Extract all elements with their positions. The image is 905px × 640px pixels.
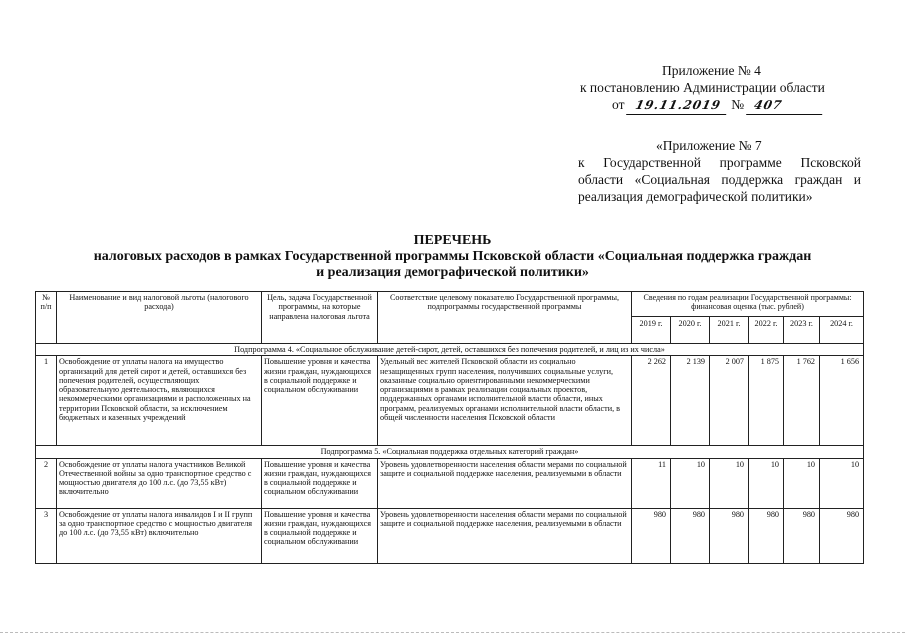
row-num: 3	[36, 508, 57, 563]
subprogram-5-row: Подпрограмма 5. «Социальная поддержка отдельных категорий граждан»	[36, 446, 864, 458]
row-value: 10	[710, 458, 749, 508]
appendix-4-decree: к постановлению Администрации области	[580, 80, 825, 95]
header-year: 2022 г.	[749, 317, 784, 344]
number-sign: №	[731, 97, 745, 112]
row-value: 1 656	[820, 356, 864, 446]
appendix-4-title: Приложение № 4	[662, 63, 761, 78]
appendix-4-date-line	[580, 96, 865, 115]
header-indicator: Соответствие целевому показателю Государственной программы, подпрограммы государственной программы	[378, 292, 632, 344]
header-year: 2019 г.	[632, 317, 671, 344]
handwritten-date: 19.11.2019	[626, 97, 730, 115]
tax-expenditure-table	[35, 291, 864, 564]
row-value: 980	[632, 508, 671, 563]
row-num: 2	[36, 458, 57, 508]
row-name: Освобождение от уплаты налога инвалидов I и II групп за одно транспортное средство с мощностью двигателя до 100 л.с. (до 73,55 кВт) включительно	[57, 508, 262, 563]
appendix-7-title: «Приложение № 7	[656, 138, 762, 153]
row-indicator: Уровень удовлетворенности населения области мерами по социальной защите и социальной поддержке населения, реализуемыми в области	[378, 508, 632, 563]
row-value: 10	[671, 458, 710, 508]
header-year: 2024 г.	[820, 317, 864, 344]
header-name: Наименование и вид налоговой льготы (налогового расхода)	[57, 292, 262, 344]
row-value: 980	[671, 508, 710, 563]
row-indicator: Удельный вес жителей Псковской области из социально незащищенных групп населения, получивших социальные услуги, оказанные социально ориентированными некоммерческими организациями в рамках реализации социальных проектов, поддержанных органами исполнительной власти области, иных программ, реализуемых органами исполнительной власти области, в общей численности населения Псковской области	[378, 356, 632, 446]
header-year: 2021 г.	[710, 317, 749, 344]
row-value: 2 007	[710, 356, 749, 446]
row-goal: Повышение уровня и качества жизни граждан, нуждающихся в социальной поддержке и социальном обслуживании	[262, 458, 378, 508]
row-goal: Повышение уровня и качества жизни граждан, нуждающихся в социальной поддержке и социальном обслуживании	[262, 356, 378, 446]
from-label: от	[612, 97, 625, 112]
row-indicator: Уровень удовлетворенности населения области мерами по социальной защите и социальной поддержке населения, реализуемыми в области	[378, 458, 632, 508]
header-goal: Цель, задача Государственной программы, на которые направлена налоговая льгота	[262, 292, 378, 344]
row-value: 1 762	[784, 356, 820, 446]
row-value: 10	[820, 458, 864, 508]
title-heading: ПЕРЕЧЕНЬ	[413, 233, 492, 248]
row-value: 980	[784, 508, 820, 563]
row-value: 2 139	[671, 356, 710, 446]
table-row	[36, 508, 864, 563]
row-num: 1	[36, 356, 57, 446]
document-title	[40, 233, 865, 281]
table-row	[36, 458, 864, 508]
handwritten-number: 407	[746, 97, 826, 115]
row-value: 980	[820, 508, 864, 563]
header-years-group: Сведения по годам реализации Государственной программы: финансовая оценка (тыс. рублей)	[632, 292, 864, 317]
row-value: 980	[710, 508, 749, 563]
appendix-7-text: к Государственной программе Псковской области «Социальная поддержка граждан и реализация демографической политики»	[578, 155, 861, 204]
row-goal: Повышение уровня и качества жизни граждан, нуждающихся в социальной поддержке и социальном обслуживании	[262, 508, 378, 563]
title-subheading-2: и реализация демографической политики»	[316, 265, 589, 280]
row-value: 10	[784, 458, 820, 508]
row-value: 2 262	[632, 356, 671, 446]
row-value: 10	[749, 458, 784, 508]
row-name: Освобождение от уплаты налога на имущество организаций для детей сирот и детей, оставшихся без попечения родителей, осуществляющих образовательную деятельность, являющихся некоммерческими организациями и расположенных на территории Псковской области, за исключением бюджетных и казенных учреждений	[57, 356, 262, 446]
header-year: 2020 г.	[671, 317, 710, 344]
title-subheading-1: налоговых расходов в рамках Государственной программы Псковской области «Социальная поддержка граждан	[93, 249, 812, 264]
header-num: № п/п	[36, 292, 57, 344]
row-name: Освобождение от уплаты налога участников Великой Отечественной войны за одно транспортное средство с мощностью двигателя до 100 л.с. (до 73,55 кВт) включительно	[57, 458, 262, 508]
row-value: 980	[749, 508, 784, 563]
row-value: 11	[632, 458, 671, 508]
subprogram-4-row: Подпрограмма 4. «Социальное обслуживание детей-сирот, детей, оставшихся без попечения родителей, и лиц из их числа»	[36, 344, 864, 356]
row-value: 1 875	[749, 356, 784, 446]
appendix-4-block	[580, 62, 865, 115]
table-row	[36, 356, 864, 446]
appendix-7-block	[578, 137, 861, 205]
header-year: 2023 г.	[784, 317, 820, 344]
scan-edge-line	[0, 632, 905, 634]
